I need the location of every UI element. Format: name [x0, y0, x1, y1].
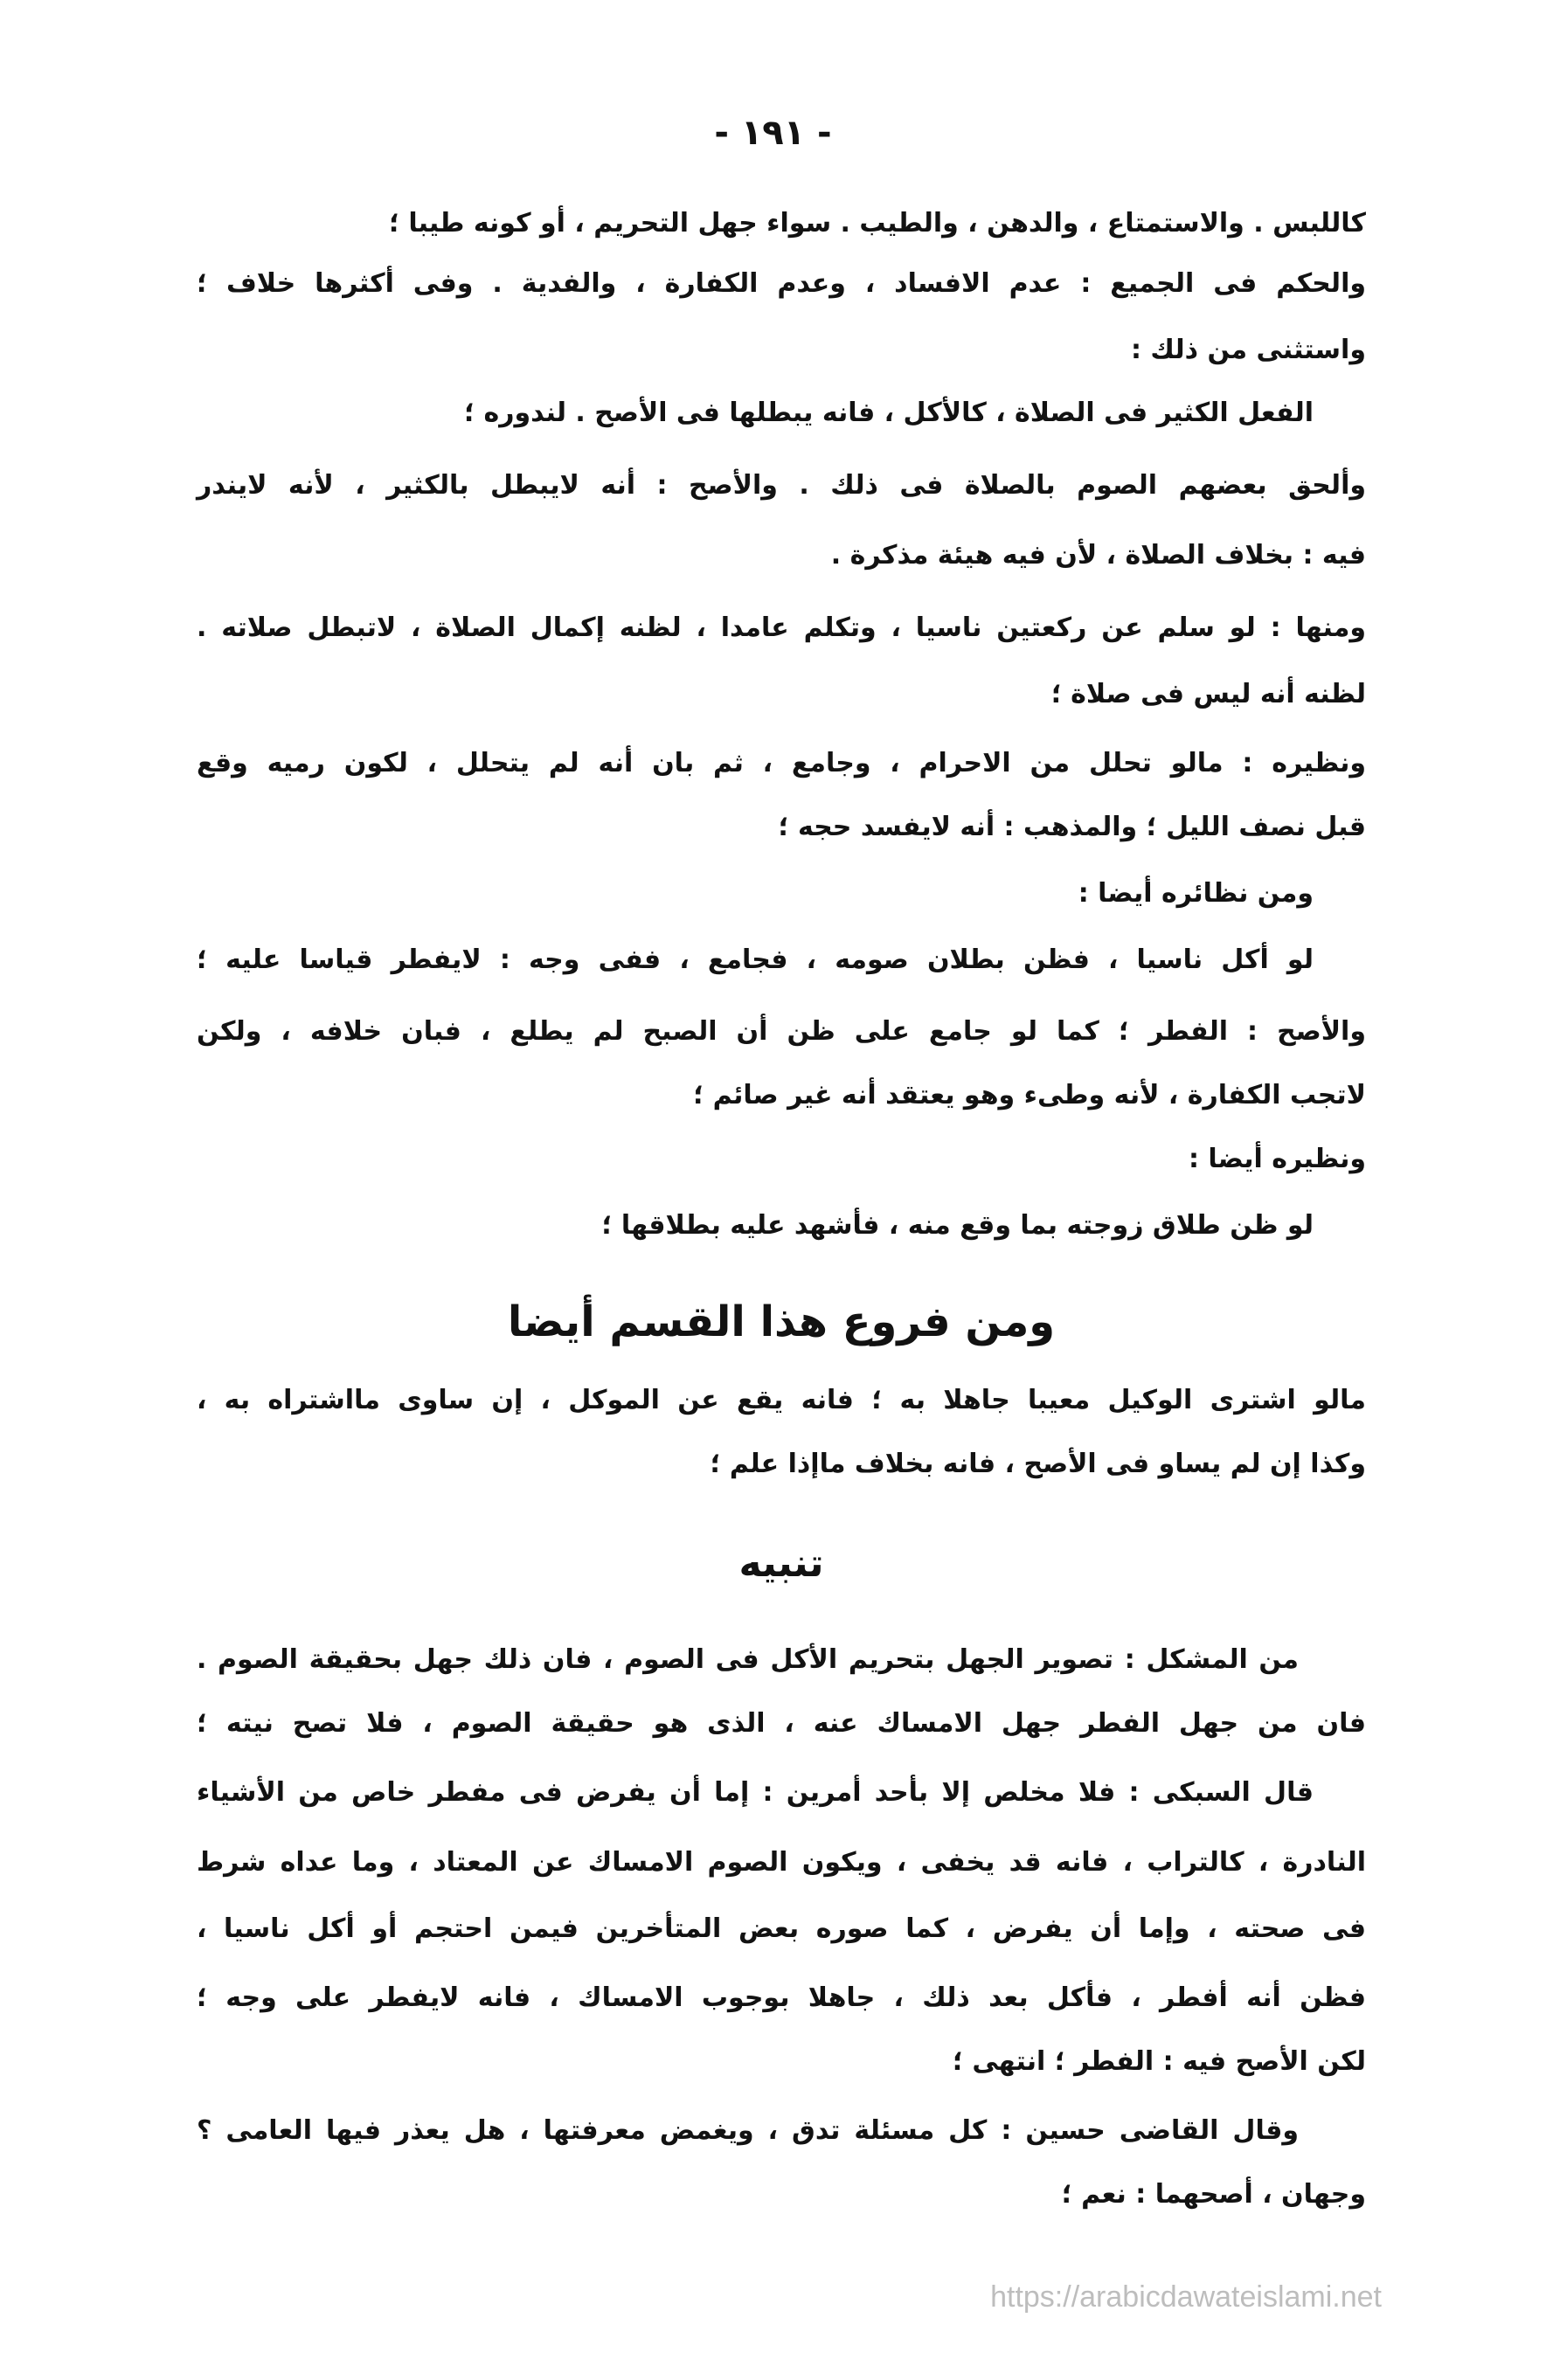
text-line — [197, 1968, 1366, 2029]
text-line-content: لكن الأصح فيه : الفطر ؛ انتهى ؛ — [952, 2046, 1366, 2077]
text-line — [197, 1370, 1366, 1431]
text-line-content: قبل نصف الليل ؛ والمذهب : أنه لايفسد حجه ؛ — [778, 812, 1366, 842]
text-line — [197, 253, 1366, 315]
text-line — [197, 1129, 1366, 1190]
text-line-content: واستثنى من ذلك : — [1130, 335, 1366, 365]
text-line-content: فظن أنه أفطر ، فأكل بعد ذلك ، جاهلا بوجوب الامساك ، فانه لايفطر على وجه ؛ — [197, 1982, 1366, 2013]
text-line-content: لظنه أنه ليس فى صلاة ؛ — [1050, 679, 1366, 709]
text-line — [197, 2031, 1366, 2093]
text-line-content: لو أكل ناسيا ، فظن بطلان صومه ، فجامع ، ففى وجه : لايفطر قياسا عليه ؛ — [197, 944, 1314, 975]
text-line — [197, 863, 1366, 924]
text-line-content: وقال القاضى حسين : كل مسئلة تدق ، ويغمض معرفتها ، هل يعذر فيها العامى ؟ — [197, 2115, 1299, 2146]
text-line — [197, 797, 1366, 858]
text-line-content: فيه : بخلاف الصلاة ، لأن فيه هيئة مذكرة . — [830, 540, 1366, 571]
text-line — [197, 1762, 1366, 1823]
text-line — [197, 383, 1366, 444]
text-line-content: قال السبكى : فلا مخلص إلا بأحد أمرين : إما أن يفرض فى مفطر خاص من الأشياء — [197, 1777, 1314, 1808]
text-line-content: ونظيره أيضا : — [1188, 1144, 1366, 1174]
text-line — [197, 1434, 1366, 1495]
text-line — [197, 1693, 1366, 1754]
watermark-url: https://arabicdawateislami.net — [990, 2280, 1382, 2314]
text-line-content: مالو اشترى الوكيل معيبا جاهلا به ؛ فانه يقع عن الموكل ، إن ساوى مااشتراه به ، — [197, 1385, 1366, 1415]
text-line-content: من المشكل : تصوير الجهل بتحريم الأكل فى الصوم ، فان ذلك جهل بحقيقة الصوم . — [197, 1644, 1299, 1675]
text-line — [197, 193, 1366, 254]
text-line-content: وجهان ، أصحهما : نعم ؛ — [1061, 2179, 1366, 2210]
section-heading: ومن فروع هذا القسم أيضا — [507, 1297, 1056, 1346]
text-line-content: والأصح : الفطر ؛ كما لو جامع على ظن أن الصبح لم يطلع ، فبان خلافه ، ولكن — [197, 1016, 1366, 1047]
text-line-content: ومنها : لو سلم عن ركعتين ناسيا ، وتكلم عامدا ، لظنه إكمال الصلاة ، لاتبطل صلاته . — [197, 612, 1366, 643]
text-line — [197, 525, 1366, 586]
text-line-content: النادرة ، كالتراب ، فانه قد يخفى ، ويكون الصوم الامساك عن المعتاد ، وما عداه شرط — [197, 1847, 1366, 1878]
text-line-content: الفعل الكثير فى الصلاة ، كالأكل ، فانه يبطلها فى الأصح . لندوره ؛ — [464, 398, 1314, 428]
text-line — [197, 664, 1366, 725]
text-line-content: والحكم فى الجميع : عدم الافساد ، وعدم الكفارة ، والفدية . وفى أكثرها خلاف ؛ — [197, 268, 1366, 299]
text-line — [197, 733, 1366, 794]
text-line-content: فان من جهل الفطر جهل الامساك عنه ، الذى هو حقيقة الصوم ، فلا تصح نيته ؛ — [197, 1708, 1366, 1739]
text-line — [197, 1065, 1366, 1126]
text-line — [197, 320, 1366, 381]
text-line-content: ومن نظائره أيضا : — [1078, 878, 1314, 909]
text-line — [197, 2164, 1366, 2225]
text-line-content: كاللبس . والاستمتاع ، والدهن ، والطيب . سواء جهل التحريم ، أو كونه طيبا ؛ — [388, 208, 1366, 239]
text-line — [197, 1195, 1366, 1256]
text-line — [197, 1629, 1366, 1691]
page-number: - ١٩١ - — [714, 113, 832, 153]
text-line-content: وكذا إن لم يساو فى الأصح ، فانه بخلاف ماإذا علم ؛ — [710, 1449, 1366, 1479]
text-line-content: ونظيره : مالو تحلل من الاحرام ، وجامع ، ثم بان أنه لم يتحلل ، لكون رميه وقع — [197, 748, 1366, 778]
text-line — [197, 1832, 1366, 1893]
text-line — [197, 930, 1366, 991]
text-line — [197, 598, 1366, 659]
note-heading: تنبيه — [738, 1541, 824, 1586]
text-line-content: لو ظن طلاق زوجته بما وقع منه ، فأشهد عليه بطلاقها ؛ — [601, 1210, 1314, 1241]
text-line — [197, 2100, 1366, 2162]
text-line — [197, 1001, 1366, 1062]
text-line — [197, 455, 1366, 516]
text-line-content: فى صحته ، وإما أن يفرض ، كما صوره بعض المتأخرين فيمن احتجم أو أكل ناسيا ، — [197, 1913, 1366, 1944]
text-line-content: وألحق بعضهم الصوم بالصلاة فى ذلك . والأصح : أنه لايبطل بالكثير ، لأنه لايندر — [197, 470, 1366, 501]
text-line-content: لاتجب الكفارة ، لأنه وطىء وهو يعتقد أنه غير صائم ؛ — [693, 1080, 1366, 1110]
text-line — [197, 1899, 1366, 1960]
